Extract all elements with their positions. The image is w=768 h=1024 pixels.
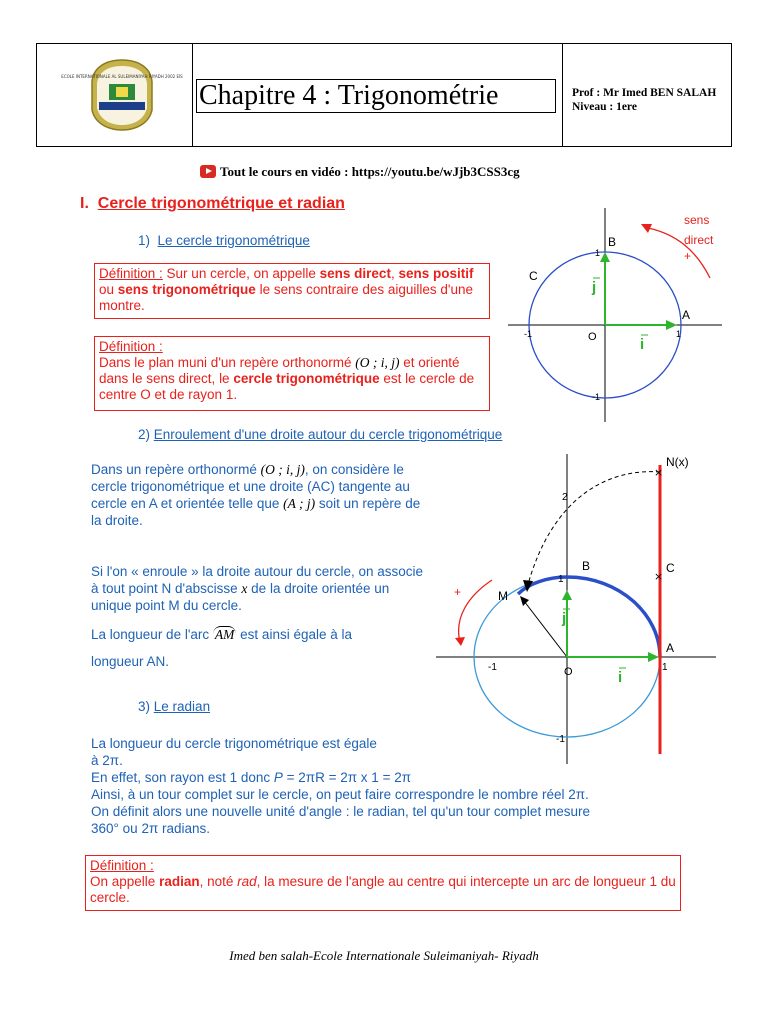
def3-text-3: , la mesure de l'angle au centre qui intercepte un arc de longueur 1 du cercle.	[90, 874, 676, 905]
tick-1-right: 1	[676, 329, 682, 339]
logo-cell	[37, 44, 193, 146]
arc-AM: AM	[214, 627, 235, 642]
label-O: O	[588, 331, 597, 343]
para1-text-1: Dans un repère orthonormé	[91, 462, 261, 477]
para3-text-3: longueur AN.	[91, 654, 170, 669]
paragraph-arc	[91, 626, 425, 670]
radius-OM	[524, 601, 567, 657]
label-C: C	[666, 561, 675, 575]
label-j: j	[562, 610, 567, 627]
prof-info	[572, 86, 732, 114]
tick-minus-1-bottom: -1	[556, 734, 565, 745]
def1-bold-2: sens positif	[398, 266, 474, 281]
marker-C: ×	[654, 570, 664, 583]
subsection-3-title: Le radian	[153, 699, 211, 714]
label-i: i	[640, 336, 645, 353]
subsection-2-title: Enroulement d'une droite autour du cercle trigonométrique	[153, 427, 503, 442]
label-sens: sens	[684, 213, 710, 227]
subsection-3-heading	[138, 699, 210, 714]
subsection-1-number: 1)	[138, 233, 151, 248]
direction-arrowhead	[455, 637, 465, 646]
subsection-2-heading	[138, 427, 502, 442]
def1-text-2: ,	[390, 266, 399, 281]
definition-label: Définition :	[99, 266, 163, 281]
def2-text-1: Dans le plan muni d'un repère orthonormé	[99, 355, 356, 370]
def1-bold-3: sens trigonométrique	[117, 282, 256, 297]
def1-bold-1: sens direct	[319, 266, 391, 281]
figure-trig-circle	[500, 200, 728, 425]
paragraph-radian	[91, 735, 691, 837]
tick-minus-1-bottom: -1	[592, 392, 601, 402]
arc-AM-highlight	[518, 577, 660, 657]
vector-i-arrowhead	[648, 652, 659, 662]
para1-text-2: , on considère le cercle trigonométrique et une droite (AC) tangente au cercle en A et orientée telle que	[91, 462, 410, 511]
play-icon	[200, 165, 216, 178]
label-B: B	[608, 235, 617, 249]
para3-text-1: La longueur de l'arc	[91, 627, 213, 642]
label-B: B	[582, 559, 591, 573]
para2-math-1: x	[241, 581, 248, 596]
label-A: A	[666, 641, 675, 655]
prof-name: Prof : Mr Imed BEN SALAH	[572, 87, 717, 99]
para1-math-2: (A ; j)	[283, 496, 316, 511]
label-C: C	[529, 269, 538, 283]
figure-winding	[432, 450, 720, 770]
section-1-title: Cercle trigonométrique et radian	[97, 195, 345, 212]
logo-text: ECOLE INTERNATIONALE AL SULEIMANIYAH RIYADH 2002 EIS	[61, 74, 183, 79]
definition-radian	[85, 855, 681, 911]
radius-arrowhead	[520, 596, 529, 606]
para4-line-4: Ainsi, à un tour complet sur le cercle, on peut faire correspondre le nombre réel 2π.	[91, 787, 589, 802]
label-i: i	[618, 669, 623, 686]
para4-line-1: La longueur du cercle trigonométrique est égale	[91, 736, 377, 751]
school-logo	[61, 58, 183, 132]
tick-2: 2	[562, 492, 568, 503]
page-title: Chapitre 4 : Trigonométrie	[196, 79, 556, 113]
vector-j-arrowhead	[600, 252, 610, 262]
tick-1-top: 1	[595, 248, 601, 258]
para1-math-1: (O ; i, j)	[260, 462, 305, 477]
def2-text-2: et orienté dans le sens direct, le	[99, 355, 460, 386]
subsection-1-title: Le cercle trigonométrique	[157, 233, 310, 248]
subsection-1-heading	[138, 233, 310, 248]
label-M: M	[498, 589, 508, 603]
paragraph-enroulement	[91, 563, 425, 614]
label-Nx: N(x)	[666, 455, 689, 469]
level: Niveau : 1ere	[572, 101, 637, 113]
def2-text-3: est le cercle de centre O et de rayon 1.	[99, 371, 475, 402]
para4-line-3b: P	[273, 770, 283, 785]
para2-text-2: de la droite orientée un unique point M du cercle.	[91, 581, 390, 613]
marker-N: ×	[654, 466, 664, 479]
para4-line-2: à 2π.	[91, 753, 123, 768]
subsection-2-number: 2)	[138, 427, 151, 442]
direction-arc	[459, 580, 492, 642]
label-plus: +	[454, 585, 462, 599]
section-1-heading	[80, 195, 345, 213]
paragraph-repere	[91, 461, 425, 529]
def1-text-3: ou	[99, 282, 118, 297]
tick-1-right: 1	[662, 662, 668, 673]
def2-math-frame: (O ; i, j)	[355, 355, 400, 370]
tick-minus-1-left: -1	[524, 329, 533, 339]
page-footer: Imed ben salah-Ecole Internationale Suleimaniyah- Riyadh	[229, 948, 539, 963]
def1-text-4: le sens contraire des aiguilles d'une montre.	[99, 282, 474, 313]
para4-line-6: 360° ou 2π radians.	[91, 821, 211, 836]
definition-cercle-trigonometrique	[94, 336, 490, 411]
def1-text-1: Sur un cercle, on appelle	[162, 266, 320, 281]
para4-line-5: On définit alors une nouvelle unité d'angle : le radian, tel qu'un tour complet mesure	[91, 804, 590, 819]
label-direct: direct	[684, 233, 714, 247]
tick-1-top: 1	[558, 574, 564, 585]
def3-italic-1: rad	[237, 874, 257, 889]
section-1-number: I.	[80, 195, 89, 212]
para4-line-3	[91, 769, 691, 786]
para2-text-1: Si l'on « enroule » la droite autour du cercle, on associe à tout point N d'abscisse	[91, 564, 424, 596]
label-O: O	[564, 666, 573, 678]
para4-line-3c: = 2πR = 2π x 1 = 2π	[282, 770, 412, 785]
subsection-3-number: 3)	[138, 699, 151, 714]
para3-text-2: est ainsi égale à la	[236, 627, 352, 642]
def2-bold-1: cercle trigonométrique	[233, 371, 380, 386]
winding-arc	[527, 472, 660, 588]
para1-text-3: soit un repère de la droite.	[91, 496, 421, 528]
label-j: j	[592, 279, 597, 296]
definition-sens-direct	[94, 263, 490, 319]
video-link-text: Tout le cours en vidéo : https://youtu.be/wJjb3CSS3cg	[220, 164, 520, 179]
para4-line-3a: En effet, son rayon est 1 donc	[91, 770, 274, 785]
vector-j-arrowhead	[562, 590, 572, 600]
def3-bold-1: radian	[159, 874, 200, 889]
definition-label: Définition :	[90, 858, 154, 873]
def3-text-1: On appelle	[90, 874, 160, 889]
tick-minus-1-left: -1	[488, 662, 497, 673]
label-A: A	[682, 308, 691, 322]
video-link[interactable]	[200, 164, 520, 180]
label-plus: +	[684, 249, 692, 263]
definition-label: Définition :	[99, 339, 163, 354]
def3-text-2: , noté	[199, 874, 238, 889]
